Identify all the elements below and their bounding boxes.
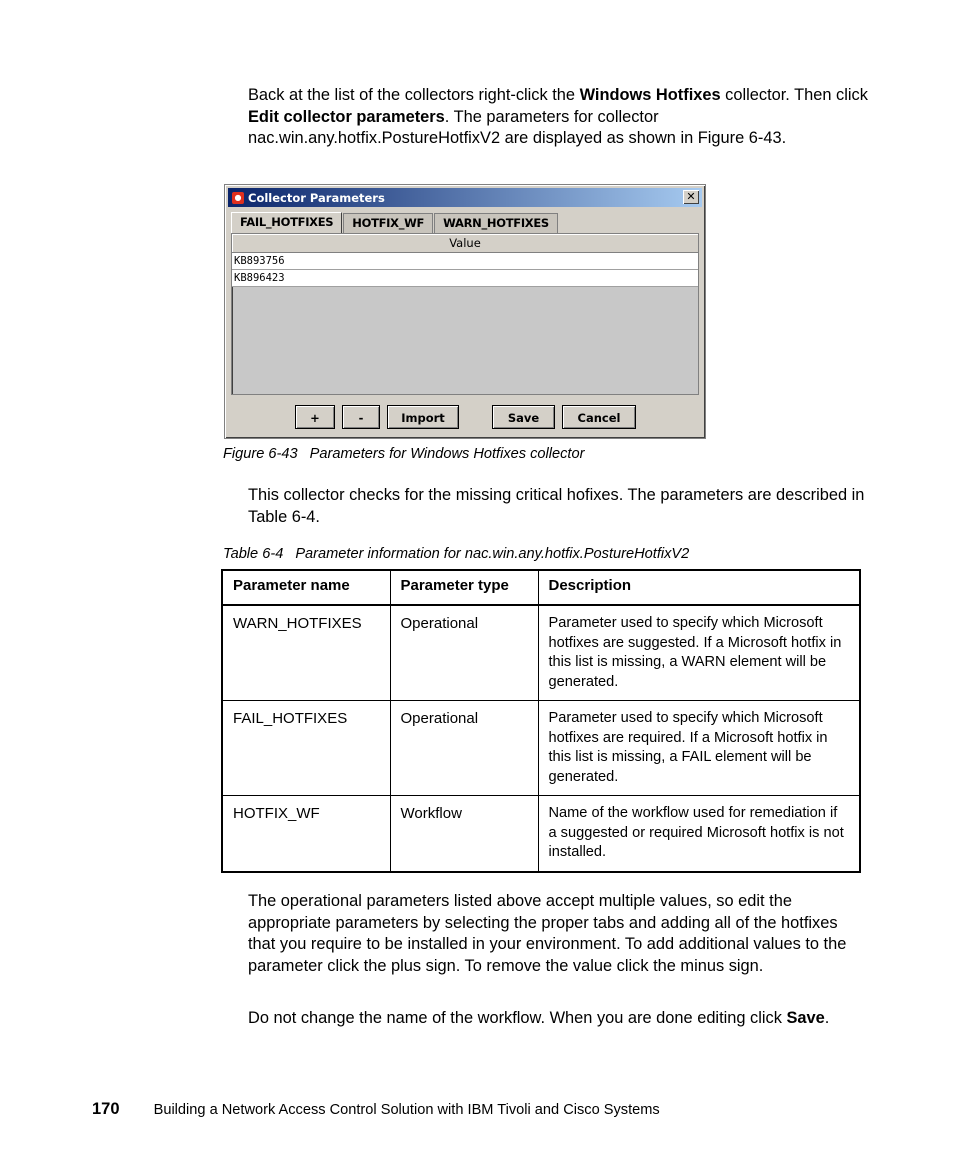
book-title: Building a Network Access Control Solution with IBM Tivoli and Cisco Systems <box>153 1102 660 1118</box>
add-value-button[interactable]: + <box>295 405 335 429</box>
value-column-header[interactable]: Value <box>232 234 698 253</box>
table-header-row <box>222 570 860 605</box>
collector-description-paragraph: This collector checks for the missing critical hofixes. The parameters are described in Table 6-4. <box>248 486 865 526</box>
value-row[interactable]: KB896423 <box>232 270 698 287</box>
parameter-name-cell: WARN_HOTFIXES <box>222 605 390 701</box>
tab-warn-hotfixes[interactable]: WARN_HOTFIXES <box>434 213 558 233</box>
parameter-type-cell: Operational <box>390 605 538 701</box>
workflow-note-paragraph: Do not change the name of the workflow. When you are done editing click Save. <box>248 1009 830 1027</box>
import-button[interactable]: Import <box>387 405 459 429</box>
parameter-name-cell: HOTFIX_WF <box>222 796 390 872</box>
figure-caption: Figure 6-43 Parameters for Windows Hotfixes collector <box>223 446 585 462</box>
column-header: Parameter type <box>390 570 538 605</box>
description-cell: Parameter used to specify which Microsoft hotfixes are suggested. If a Microsoft hotfix in this list is missing, a WARN element will be generated. <box>538 605 860 701</box>
parameter-name-cell: FAIL_HOTFIXES <box>222 701 390 796</box>
operational-parameters-paragraph: The operational parameters listed above accept multiple values, so edit the appropriate parameters by selecting the proper tabs and adding all of the hotfixes that you require to be installed in your environment. To add additional values to the parameter click the plus sign. To remove the value click the minus sign. <box>248 892 847 975</box>
lock-icon: ● <box>232 192 244 204</box>
table-caption: Table 6-4 Parameter information for nac.win.any.hotfix.PostureHotfixV2 <box>223 546 690 562</box>
table-row <box>222 701 860 796</box>
collector-parameters-dialog <box>224 184 706 439</box>
dialog-title: Collector Parameters <box>248 190 385 205</box>
table-row <box>222 796 860 872</box>
column-header: Parameter name <box>222 570 390 605</box>
tab-fail-hotfixes[interactable]: FAIL_HOTFIXES <box>231 212 342 234</box>
save-button[interactable]: Save <box>492 405 555 429</box>
column-header: Description <box>538 570 860 605</box>
dialog-titlebar <box>228 188 702 207</box>
value-table <box>231 233 699 395</box>
description-cell: Parameter used to specify which Microsoft hotfixes are required. If a Microsoft hotfix in this list is missing, a FAIL element will be generated. <box>538 701 860 796</box>
parameter-type-cell: Operational <box>390 701 538 796</box>
remove-value-button[interactable]: - <box>342 405 380 429</box>
cancel-button[interactable]: Cancel <box>562 405 636 429</box>
tab-strip <box>231 213 559 233</box>
intro-paragraph: Back at the list of the collectors right-click the Windows Hotfixes collector. Then click Edit collector parameters. The parameters for collector nac.win.any.hotfix.PostureHotfixV2 are displayed as shown in Figure 6-43. <box>248 86 868 147</box>
table-row <box>222 605 860 701</box>
dialog-button-bar <box>225 405 705 431</box>
page-number: 170 <box>92 1100 120 1118</box>
close-button[interactable]: ✕ <box>683 190 699 204</box>
parameter-table <box>221 569 861 873</box>
parameter-type-cell: Workflow <box>390 796 538 872</box>
description-cell: Name of the workflow used for remediation if a suggested or required Microsoft hotfix is not installed. <box>538 796 860 872</box>
value-row[interactable]: KB893756 <box>232 253 698 270</box>
page-footer <box>92 1100 660 1119</box>
tab-hotfix-wf[interactable]: HOTFIX_WF <box>343 213 433 233</box>
